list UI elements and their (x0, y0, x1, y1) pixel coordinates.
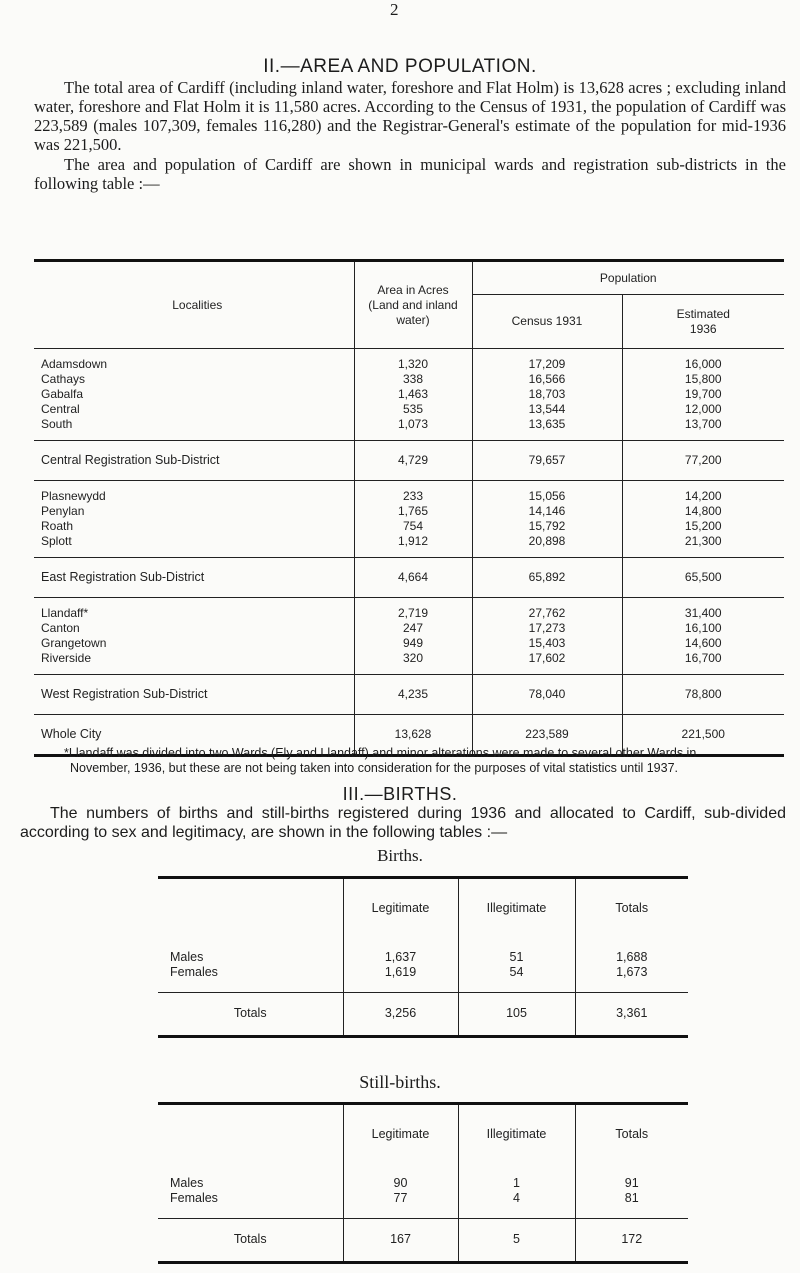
table-row (158, 965, 688, 993)
census-cell: 15,056 (472, 481, 622, 505)
totals-row (158, 1218, 688, 1262)
value-cell: 81 (575, 1191, 688, 1219)
area-cell: 535 (354, 402, 472, 417)
paragraph-area-summary: The total area of Cardiff (including inland water, foreshore and Flat Holm) is 13,628 acres ; excluding inland water, foreshore and Flat Holm it is 11,580 acres. According to the Census of 1931, the population of Cardiff was 223,589 (males 107,309, females 116,280) and the Registrar-General's estimate of the population for mid-1936 was 221,500. (34, 78, 786, 154)
census-cell: 223,589 (472, 715, 622, 756)
totals-cell: 167 (343, 1218, 458, 1262)
value-cell: 77 (343, 1191, 458, 1219)
value-cell: 4 (458, 1191, 575, 1219)
value-cell: 51 (458, 938, 575, 965)
area-population-table (34, 259, 784, 757)
births-table (158, 876, 688, 1038)
estimate-cell: 13,700 (622, 417, 784, 441)
area-cell: 1,073 (354, 417, 472, 441)
estimate-cell: 19,700 (622, 387, 784, 402)
subtotal-row (34, 558, 784, 598)
stillbirths-caption: Still-births. (359, 1072, 441, 1092)
value-cell: 1,688 (575, 938, 688, 965)
table-row (34, 598, 784, 622)
area-cell: 1,320 (354, 349, 472, 373)
locality-cell: Whole City (41, 727, 102, 741)
header-localities: Localities (34, 261, 354, 349)
table-row (34, 519, 784, 534)
estimate-cell: 77,200 (622, 441, 784, 481)
locality-cell: Adamsdown (41, 357, 108, 371)
table-row (158, 1164, 688, 1191)
locality-cell: Grangetown (41, 636, 107, 650)
estimate-cell: 16,100 (622, 621, 784, 636)
value-cell: 54 (458, 965, 575, 993)
table-row (34, 651, 784, 675)
area-cell: 4,729 (354, 441, 472, 481)
totals-cell: 3,256 (343, 992, 458, 1036)
locality-cell: Riverside (34, 651, 354, 675)
estimate-cell: 21,300 (622, 534, 784, 558)
area-cell: 754 (354, 519, 472, 534)
table-row (34, 504, 784, 519)
estimate-cell: 14,200 (622, 481, 784, 505)
census-cell: 20,898 (472, 534, 622, 558)
area-cell: 1,463 (354, 387, 472, 402)
census-cell: 15,403 (472, 636, 622, 651)
locality-cell: East Registration Sub-District (34, 558, 354, 598)
totals-cell: 172 (575, 1218, 688, 1262)
census-cell: 15,792 (472, 519, 622, 534)
estimate-cell: 15,200 (622, 519, 784, 534)
locality-cell: Gabalfa (41, 387, 84, 401)
census-cell: 13,635 (472, 417, 622, 441)
census-cell: 14,146 (472, 504, 622, 519)
area-cell: 4,664 (354, 558, 472, 598)
row-label: Males (170, 1175, 204, 1190)
totals-label: Totals (158, 992, 343, 1036)
births-table-body (158, 938, 688, 1037)
estimate-cell: 14,800 (622, 504, 784, 519)
table-row (34, 417, 784, 441)
estimate-cell: 14,600 (622, 636, 784, 651)
area-table-body (34, 349, 784, 756)
table-row (158, 1191, 688, 1219)
census-cell: 17,273 (472, 621, 622, 636)
table-row (34, 372, 784, 387)
stillbirths-table-body (158, 1164, 688, 1263)
locality-cell: Plasnewydd (41, 489, 106, 503)
estimate-cell: 16,000 (622, 349, 784, 373)
census-cell: 27,762 (472, 598, 622, 622)
area-cell: 338 (354, 372, 472, 387)
area-cell: 233 (354, 481, 472, 505)
totals-cell: 3,361 (575, 992, 688, 1036)
locality-cell: Llandaff* (41, 606, 89, 620)
header-estimated-1936: Estimated 1936 (622, 295, 784, 349)
estimate-cell: 15,800 (622, 372, 784, 387)
area-cell: 1,765 (354, 504, 472, 519)
area-cell: 13,628 (354, 715, 472, 756)
census-cell: 13,544 (472, 402, 622, 417)
table-row (34, 636, 784, 651)
page-number: 2 (390, 0, 399, 19)
area-cell: 2,719 (354, 598, 472, 622)
table-row (34, 402, 784, 417)
census-cell: 78,040 (472, 675, 622, 715)
table-row (34, 481, 784, 505)
births-header-totals: Totals (575, 878, 688, 938)
estimate-cell: 16,700 (622, 651, 784, 675)
stillbirths-header-illegitimate: Illegitimate (458, 1104, 575, 1164)
census-cell: 18,703 (472, 387, 622, 402)
row-label: Females (170, 964, 218, 979)
census-cell: 65,892 (472, 558, 622, 598)
estimate-cell: 12,000 (622, 402, 784, 417)
births-header-illegitimate: Illegitimate (458, 878, 575, 938)
locality-cell: Splott (34, 534, 354, 558)
estimate-cell: 78,800 (622, 675, 784, 715)
locality-cell: Central (41, 402, 80, 416)
value-cell: 91 (575, 1164, 688, 1191)
table-row (34, 387, 784, 402)
census-cell: 17,209 (472, 349, 622, 373)
paragraph-table-intro: The area and population of Cardiff are shown in municipal wards and registration sub-districts in the following table :— (34, 155, 786, 193)
stillbirths-table (158, 1102, 688, 1264)
totals-label: Totals (158, 1218, 343, 1262)
locality-cell: Cathays (41, 372, 86, 386)
value-cell: 1,673 (575, 965, 688, 993)
estimate-cell: 65,500 (622, 558, 784, 598)
estimate-cell: 31,400 (622, 598, 784, 622)
area-cell: 1,912 (354, 534, 472, 558)
stillbirths-header-legitimate: Legitimate (343, 1104, 458, 1164)
locality-cell: West Registration Sub-District (34, 675, 354, 715)
table-row (34, 349, 784, 373)
value-cell: 90 (343, 1164, 458, 1191)
table-row (34, 621, 784, 636)
stillbirths-header-totals: Totals (575, 1104, 688, 1164)
births-caption: Births. (377, 846, 423, 865)
area-cell: 4,235 (354, 675, 472, 715)
locality-cell: Canton (41, 621, 80, 635)
locality-cell: Penylan (41, 504, 85, 518)
table-row (34, 534, 784, 558)
table-row (158, 938, 688, 965)
section-heading-births: III.—BIRTHS. (342, 784, 458, 804)
locality-cell: South (34, 417, 354, 441)
subtotal-row (34, 675, 784, 715)
estimate-cell: 221,500 (622, 715, 784, 756)
area-cell: 320 (354, 651, 472, 675)
section-heading-area-population: II.—AREA AND POPULATION. (263, 56, 537, 77)
area-cell: 247 (354, 621, 472, 636)
header-area: Area in Acres (Land and inland water) (354, 261, 472, 349)
header-census-1931: Census 1931 (472, 295, 622, 349)
row-label: Females (170, 1190, 218, 1205)
subtotal-row (34, 441, 784, 481)
census-cell: 16,566 (472, 372, 622, 387)
row-label: Males (170, 949, 204, 964)
value-cell: 1,619 (343, 965, 458, 993)
footnote-llandaff: *Llandaff was divided into two Wards (Ely and Llandaff) and minor alterations were made to several other Wards in November, 1936, but these are not being taken into consideration for the purposes of vital statistics until 1937. (64, 746, 697, 775)
value-cell: 1 (458, 1164, 575, 1191)
header-population: Population (472, 261, 784, 295)
area-cell: 949 (354, 636, 472, 651)
locality-cell: Central Registration Sub-District (34, 441, 354, 481)
paragraph-births-intro: The numbers of births and still-births registered during 1936 and allocated to Cardiff, sub-divided according to sex and legitimacy, are shown in the following tables :— (20, 805, 786, 841)
births-header-legitimate: Legitimate (343, 878, 458, 938)
locality-cell: Roath (41, 519, 74, 533)
totals-cell: 105 (458, 992, 575, 1036)
value-cell: 1,637 (343, 938, 458, 965)
totals-row (158, 992, 688, 1036)
census-cell: 79,657 (472, 441, 622, 481)
totals-cell: 5 (458, 1218, 575, 1262)
census-cell: 17,602 (472, 651, 622, 675)
